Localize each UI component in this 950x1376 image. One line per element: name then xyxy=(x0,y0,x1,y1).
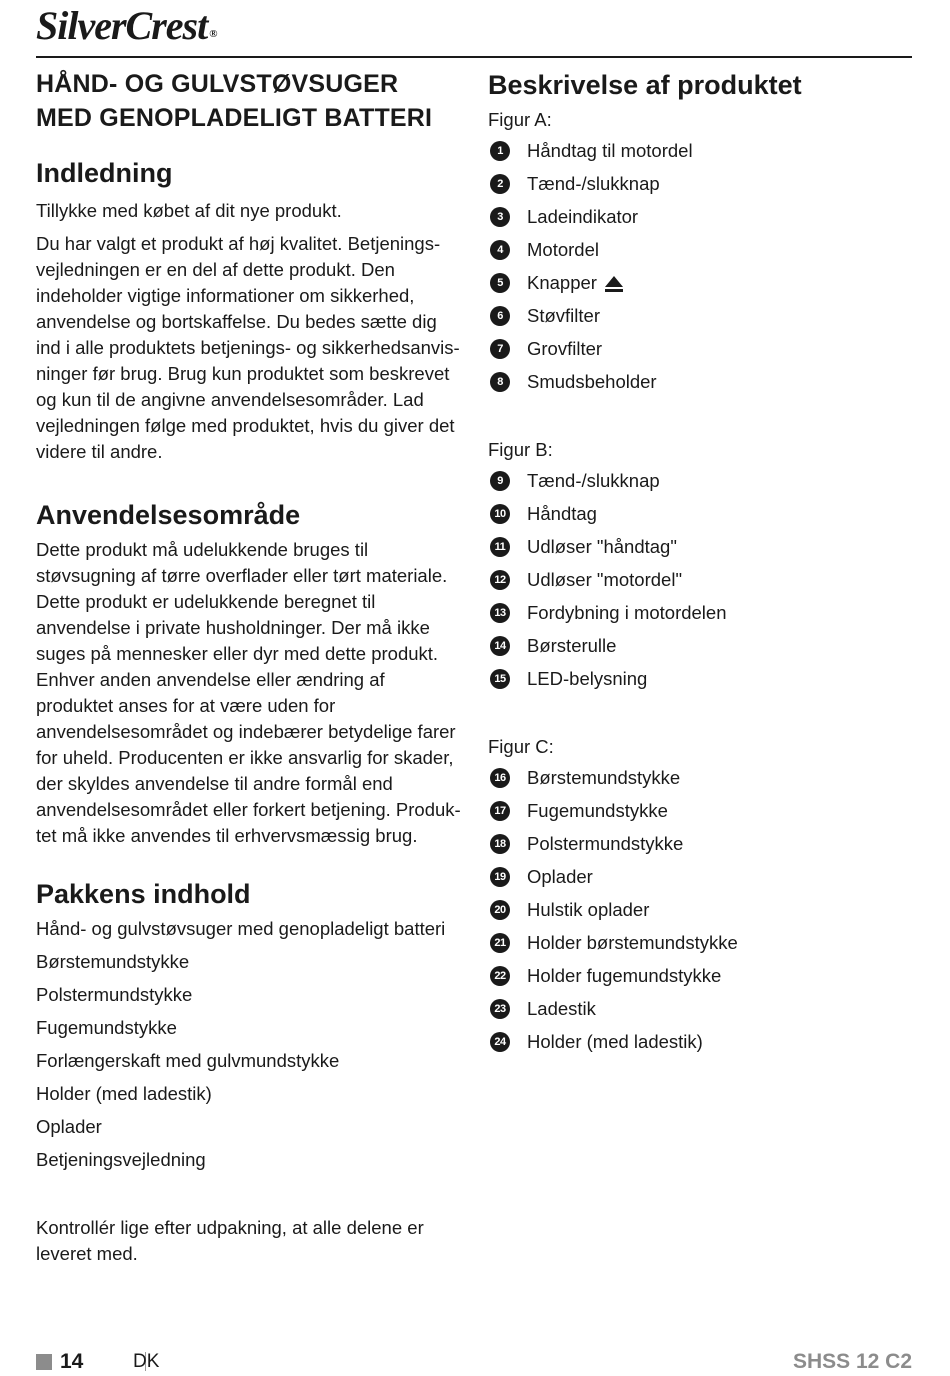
part-item xyxy=(488,563,918,596)
package-heading: Pakkens indhold xyxy=(36,879,251,909)
package-item: Betjeningsvejledning xyxy=(36,1149,206,1170)
part-item xyxy=(488,365,918,398)
title-line-1: HÅND- OG GULVSTØVSUGER xyxy=(36,70,399,98)
language-label: DK xyxy=(133,1351,160,1372)
part-label: Knapper xyxy=(527,271,597,293)
part-number-badge: 12 xyxy=(490,570,510,590)
part-item xyxy=(488,596,918,629)
package-item: Oplader xyxy=(36,1116,102,1137)
part-number-badge: 2 xyxy=(490,174,510,194)
part-number-badge: 17 xyxy=(490,801,510,821)
part-label: Smudsbeholder xyxy=(527,370,657,392)
registered-mark: ® xyxy=(209,28,217,40)
part-number-badge: 21 xyxy=(490,933,510,953)
part-number-badge: 14 xyxy=(490,636,510,656)
part-label: Holder (med ladestik) xyxy=(527,1030,703,1052)
header-rule xyxy=(36,56,912,58)
part-item xyxy=(488,827,918,860)
page-number: 14 xyxy=(60,1350,84,1373)
part-label: Udløser "håndtag" xyxy=(527,535,677,557)
part-label: Håndtag xyxy=(527,502,597,524)
model-number: SHSS 12 C2 xyxy=(792,1350,912,1373)
package-item: Holder (med ladestik) xyxy=(36,1083,212,1104)
package-item: Hånd- og gulvstøvsuger med genopladeligt batteri xyxy=(36,918,446,939)
part-number-badge: 1 xyxy=(490,141,510,161)
part-number-badge: 16 xyxy=(490,768,510,788)
package-item: Polstermundstykke xyxy=(36,984,193,1005)
part-number-badge: 15 xyxy=(490,669,510,689)
figure-c-label: Figur C: xyxy=(488,736,554,757)
package-item: Forlængerskaft med gulvmundstykke xyxy=(36,1050,340,1071)
part-label: Støvfilter xyxy=(527,304,600,326)
left-column xyxy=(36,64,466,1267)
part-number-badge: 24 xyxy=(490,1032,510,1052)
figure-a-label: Figur A: xyxy=(488,109,552,130)
part-item xyxy=(488,992,918,1025)
part-number-badge: 10 xyxy=(490,504,510,524)
use-paragraph: Dette produkt må udelukkende bruges til støvsugning af tørre overflader eller tørt materiale. Dette produkt er udelukkende beregnet til anvendelse i private husholdninger. Der må ikke suges på mennesker eller dyr med dette produkt. Enhver anden anvendelse eller ændring af produktet anses for at være uden for anvendelsesområdet og indebærer betydelige farer for uheld. Producenten er ikke ansvarlig for skader, der skyldes anvendelse til andre formål end anvendelsesområdet eller forkert betjening. Produktet må ikke anvendes til erhvervsmæssig brug. xyxy=(36,539,461,846)
part-number-badge: 5 xyxy=(490,273,510,293)
part-number-badge: 3 xyxy=(490,207,510,227)
part-item xyxy=(488,497,918,530)
figure-b-label: Figur B: xyxy=(488,439,553,460)
package-item: Børstemundstykke xyxy=(36,951,190,972)
part-item xyxy=(488,1025,918,1058)
part-label: Polstermundstykke xyxy=(527,832,684,854)
brand-name: SilverCrest xyxy=(36,3,208,48)
part-label: Motordel xyxy=(527,238,599,260)
part-number-badge: 8 xyxy=(490,372,510,392)
package-check-note: Kontrollér lige efter udpakning, at alle delene er leveret med. xyxy=(36,1217,424,1264)
part-item xyxy=(488,893,918,926)
part-item xyxy=(488,464,918,497)
package-section xyxy=(36,878,466,1267)
part-item xyxy=(488,959,918,992)
part-label: Ladeindikator xyxy=(527,205,639,227)
part-label: Håndtag til motordel xyxy=(527,139,693,161)
part-label: LED-belysning xyxy=(527,667,648,689)
eject-icon xyxy=(604,274,624,294)
part-number-badge: 13 xyxy=(490,603,510,623)
brand-logo xyxy=(36,2,216,50)
part-item xyxy=(488,299,918,332)
part-number-badge: 18 xyxy=(490,834,510,854)
document-title xyxy=(36,67,466,135)
part-item xyxy=(488,200,918,233)
part-item xyxy=(488,332,918,365)
part-number-badge: 6 xyxy=(490,306,510,326)
part-item xyxy=(488,530,918,563)
figure-a-parts xyxy=(488,134,918,398)
part-item xyxy=(488,926,918,959)
part-label: Ladestik xyxy=(527,997,596,1019)
part-label: Fordybning i motordelen xyxy=(527,601,727,623)
part-item xyxy=(488,233,918,266)
page-footer xyxy=(36,1348,912,1376)
intro-paragraph-1: Tillykke med købet af dit nye produkt. xyxy=(36,200,342,221)
intro-paragraph-2: Du har valgt et produkt af høj kvalitet. Betjeningsvejledningen er en del af dette produkt. Den indeholder vigtige informationer om sikkerhed, anvendelse og bortskaffelse. Du bedes sætte dig ind i alle produktets betjenings- og sikkerhedsanvisninger før brug. Brug kun produktet som beskrevet og kun til de angivne anvendelsesområder. Lad vejledningen følge med produktet, hvis du giver det videre til andre. xyxy=(36,233,460,462)
part-number-badge: 4 xyxy=(490,240,510,260)
part-item xyxy=(488,761,918,794)
use-heading: Anvendelsesområde xyxy=(36,500,301,530)
part-label: Holder børstemundstykke xyxy=(527,931,738,953)
part-number-badge: 23 xyxy=(490,999,510,1019)
description-heading: Beskrivelse af produktet xyxy=(488,70,802,100)
part-number-badge: 9 xyxy=(490,471,510,491)
part-label: Udløser "motordel" xyxy=(527,568,683,590)
part-label: Holder fugemundstykke xyxy=(527,964,722,986)
footer-square-marker xyxy=(36,1354,52,1370)
part-label: Hulstik oplader xyxy=(527,898,650,920)
part-number-badge: 11 xyxy=(490,537,510,557)
part-number-badge: 22 xyxy=(490,966,510,986)
part-number-badge: 20 xyxy=(490,900,510,920)
part-item xyxy=(488,629,918,662)
part-number-badge: 19 xyxy=(490,867,510,887)
title-line-2: MED GENOPLADELIGT BATTERI xyxy=(36,104,433,132)
part-item xyxy=(488,134,918,167)
intro-section xyxy=(36,157,466,465)
part-label: Tænd-/slukknap xyxy=(527,469,660,491)
part-label: Børstemundstykke xyxy=(527,766,681,788)
part-label: Oplader xyxy=(527,865,593,887)
part-item xyxy=(488,860,918,893)
figure-c-parts xyxy=(488,761,918,1058)
part-label: Tænd-/slukknap xyxy=(527,172,660,194)
intro-heading: Indledning xyxy=(36,158,173,188)
package-item: Fugemundstykke xyxy=(36,1017,177,1038)
part-item xyxy=(488,662,918,695)
language-code xyxy=(133,1348,159,1376)
package-list xyxy=(36,912,466,1176)
figure-b-parts xyxy=(488,464,918,695)
part-item xyxy=(488,266,918,299)
part-number-badge: 7 xyxy=(490,339,510,359)
part-item xyxy=(488,167,918,200)
part-item xyxy=(488,794,918,827)
right-column xyxy=(488,64,918,1058)
use-section xyxy=(36,499,466,849)
part-label: Grovfilter xyxy=(527,337,603,359)
part-label: Børsterulle xyxy=(527,634,617,656)
part-label: Fugemundstykke xyxy=(527,799,668,821)
